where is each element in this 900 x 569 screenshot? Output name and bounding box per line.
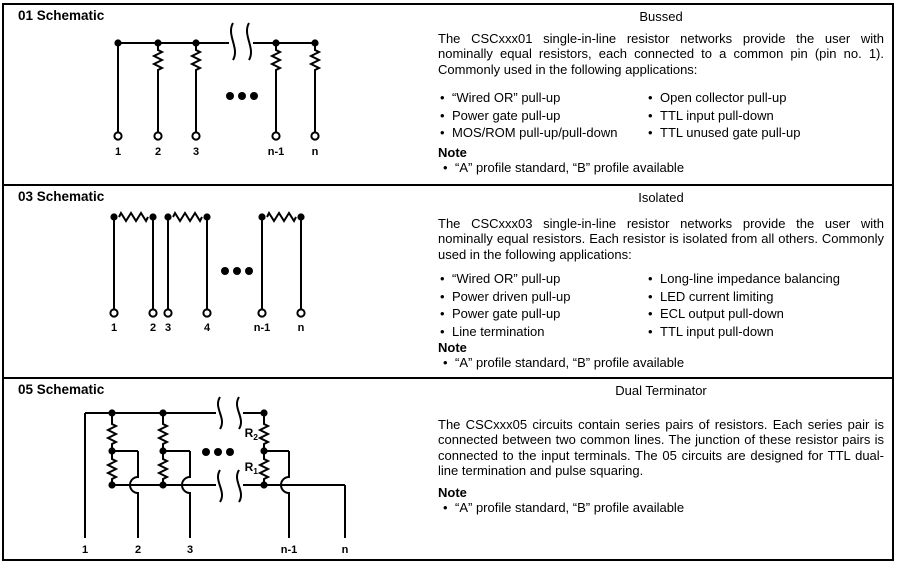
terminal [297, 309, 304, 316]
ellipsis-dot [226, 448, 234, 456]
resistor [272, 43, 280, 132]
junction-dot [164, 213, 171, 220]
section-03-bullet-lists [438, 270, 884, 340]
junction-dot [159, 447, 166, 454]
pin-label: 1 [114, 146, 122, 158]
bullet-column-left [440, 89, 617, 142]
ellipsis-dot [202, 448, 210, 456]
tap-wire-pin2 [112, 451, 138, 538]
section-03-schematic [4, 184, 892, 377]
junction-dot [311, 39, 318, 46]
junction-dot [108, 447, 115, 454]
pin-label: n [341, 544, 349, 556]
note-bullet: • “A” profile standard, “B” profile available [438, 500, 884, 515]
bullet-column-right [648, 89, 800, 142]
bullet-item: • Power gate pull-up [440, 107, 617, 125]
pin-label: n [311, 146, 319, 158]
ellipsis-dot [233, 267, 241, 275]
pin-label: 4 [203, 322, 211, 334]
terminal [164, 309, 171, 316]
junction-dot [192, 39, 199, 46]
bullet-item: • TTL input pull-down [648, 107, 800, 125]
pair-wires [114, 217, 153, 309]
resistor [154, 43, 162, 132]
bullet-column-right [648, 270, 840, 340]
section-05-title: Dual Terminator [615, 383, 707, 398]
pin-label: 1 [110, 322, 118, 334]
bullet-item: • “Wired OR” pull-up [440, 89, 617, 107]
note-bullet: • “A” profile standard, “B” profile available [438, 355, 884, 370]
resistor-r2 [260, 413, 268, 451]
schematic-01-bussed-diagram [4, 5, 434, 182]
pair-wires [168, 217, 207, 309]
schematic-05-dual-terminator-diagram [4, 379, 434, 561]
bullet-item: • TTL unused gate pull-up [648, 124, 800, 142]
section-05-heading: 05 Schematic [18, 382, 105, 397]
terminal [258, 309, 265, 316]
section-03-heading: 03 Schematic [18, 189, 105, 204]
resistor-label-r1: $R_1$ [244, 460, 258, 476]
pin-label: n-1 [280, 544, 298, 556]
bullet-item: • Open collector pull-up [648, 89, 800, 107]
schematic-03-isolated-diagram [4, 186, 434, 377]
terminal [154, 132, 161, 139]
junction-dot [159, 481, 166, 488]
section-01-text [438, 31, 884, 176]
pin-label: 1 [81, 544, 89, 556]
junction-dot [260, 409, 267, 416]
page-border [2, 3, 894, 561]
junction-dot [260, 481, 267, 488]
bullet-item: • Power gate pull-up [440, 305, 571, 323]
bullet-item: • Long-line impedance balancing [648, 270, 840, 288]
junction-dot [110, 213, 117, 220]
resistor-r2 [108, 413, 116, 451]
pin-label: 3 [186, 544, 194, 556]
terminal [110, 309, 117, 316]
section-03-text [438, 216, 884, 371]
terminal [192, 132, 199, 139]
resistor-r1 [159, 451, 167, 485]
junction-dot [108, 481, 115, 488]
section-01-heading: 01 Schematic [18, 8, 105, 23]
bullet-item: • “Wired OR” pull-up [440, 270, 571, 288]
resistor [267, 213, 296, 221]
junction-dot [154, 39, 161, 46]
junction-dot [272, 39, 279, 46]
tap-wire-pin3 [163, 451, 190, 538]
section-01-title: Bussed [639, 9, 683, 24]
tap-wire-pinN-1 [264, 451, 289, 538]
ellipsis-dot [238, 92, 246, 100]
junction-dot [159, 409, 166, 416]
note-label: Note [438, 484, 467, 500]
ellipsis-dot [221, 267, 229, 275]
junction-dot [108, 409, 115, 416]
terminal [149, 309, 156, 316]
bullet-item: • ECL output pull-down [648, 305, 840, 323]
section-03-title: Isolated [638, 190, 684, 205]
section-01-schematic [4, 5, 892, 184]
pin-label: n [297, 322, 305, 334]
terminal [203, 309, 210, 316]
ellipsis-dot [250, 92, 258, 100]
bullet-column-left [440, 270, 571, 340]
section-05-text [438, 417, 884, 515]
bullet-item: • Line termination [440, 323, 571, 341]
section-03-paragraph: The CSCxxx03 single-in-line resistor networks provide the user with nominally equal resistors. Each resistor is isolated from all others. Commonly used in the following applications: [438, 216, 884, 262]
resistor [173, 213, 202, 221]
resistor [192, 43, 200, 132]
pin-label: 2 [149, 322, 157, 334]
note-label: Note [438, 145, 467, 161]
bus-break-icon [231, 23, 251, 60]
junction-dot [297, 213, 304, 220]
note-label: Note [438, 340, 467, 356]
terminal [114, 132, 121, 139]
resistor-r1 [108, 451, 116, 485]
resistor-r2 [159, 413, 167, 451]
section-05-schematic [4, 377, 892, 561]
resistor-r1 [260, 451, 268, 485]
junction-dot [149, 213, 156, 220]
section-01-bullet-lists [438, 89, 884, 142]
bullet-item: • TTL input pull-down [648, 323, 840, 341]
pair-wires [262, 217, 301, 309]
pin-label: 2 [154, 146, 162, 158]
bus-break-icon [218, 397, 241, 429]
section-05-paragraph: The CSCxxx05 circuits contain series pairs of resistors. Each series pair is connected between two common lines. The junction of these resistor pairs is connected to the input terminals. The 05 circuits are designed for TTL dual-line termination and pulse squaring. [438, 417, 884, 479]
bullet-item: • LED current limiting [648, 288, 840, 306]
junction-dot [258, 213, 265, 220]
bullet-item: • MOS/ROM pull-up/pull-down [440, 124, 617, 142]
note-bullet: • “A” profile standard, “B” profile available [438, 160, 884, 175]
bus-break-icon [218, 470, 241, 502]
resistor [311, 43, 319, 132]
junction-dot [203, 213, 210, 220]
pin-label: 2 [134, 544, 142, 556]
ellipsis-dot [245, 267, 253, 275]
ellipsis-dot [226, 92, 234, 100]
junction-dot [260, 447, 267, 454]
pin-label: n-1 [267, 146, 285, 158]
ellipsis-dot [214, 448, 222, 456]
terminal [311, 132, 318, 139]
pin-label: n-1 [253, 322, 271, 334]
bullet-item: • Power driven pull-up [440, 288, 571, 306]
junction-dot [114, 39, 121, 46]
section-01-paragraph: The CSCxxx01 single-in-line resistor networks provide the user with nominally equal resistors, each connected to a common pin (pin no. 1). Commonly used in the following applications: [438, 31, 884, 77]
terminal [272, 132, 279, 139]
pin-label: 3 [164, 322, 172, 334]
resistor-label-r2: $R_2$ [244, 426, 258, 442]
pin-label: 3 [192, 146, 200, 158]
resistor [119, 213, 148, 221]
